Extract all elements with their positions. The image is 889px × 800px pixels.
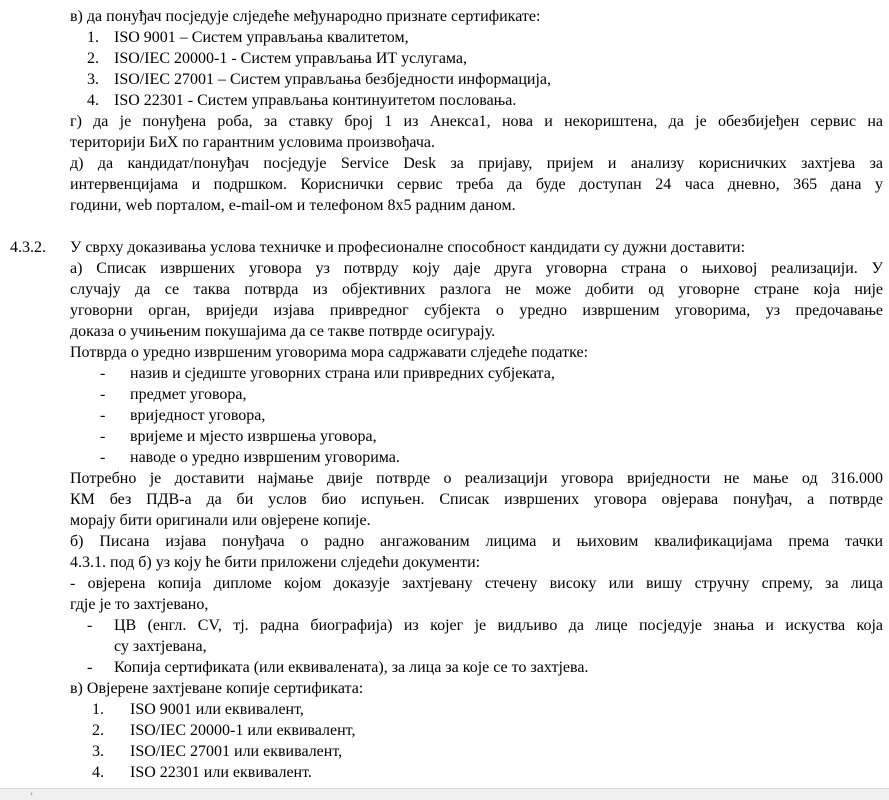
dash-item-3: вриједност уговора, — [130, 407, 266, 424]
cert-item-4-num: 4. — [87, 92, 99, 109]
dash-bullet: - — [100, 449, 106, 466]
sec-b-dash-1-line-1: - овјерена копија дипломе којом доказује захтјевану стечену високу или вишу стручну спрему, за лица — [70, 575, 883, 592]
dash-bullet: - — [87, 659, 93, 676]
cert-item-1-text: ISO 9001 – Систем управљања квалитетом, — [114, 29, 409, 46]
sec-d-line-2: интервенцијама и подршком. Кориснички сервис треба да буде доступан 24 часа дневно, 365 дана у — [70, 176, 883, 193]
v-item-4-num: 4. — [92, 764, 104, 781]
v-item-2-num: 2. — [92, 722, 104, 739]
v-item-4-text: ISO 22301 или еквивалент. — [130, 764, 312, 781]
section-heading: У сврху доказивања услова техничке и професионалне способност кандидати су дужни доставити: — [70, 239, 746, 256]
dash-item-5: наводе о уредно извршеним уговорима. — [130, 449, 400, 466]
sec-a-line-1: а) Списак извршених уговора уз потврду коју даје друга уговорна страна о њиховој реализацији. У — [70, 260, 883, 277]
sec-d-line-3: години, web порталом, e-mail-ом и телефоном 8х5 радним даном. — [70, 197, 516, 214]
v-item-1-text: ISO 9001 или еквивалент, — [130, 701, 304, 718]
sec-b-dash-1-line-2: гдје је то захтјевано, — [70, 596, 209, 613]
sec-b-line-1: б) Писана изјава понуђача о радно ангажованим лицима и њиховим квалификацијама према тачки — [70, 533, 883, 550]
sec-d-line-1: д) да кандидат/понуђач посједује Service Desk за пријаву, пријем и анализу корисничких захтјева за — [70, 155, 883, 172]
cert-item-3-text: ISO/IEC 27001 – Систем управљања безбједности информација, — [114, 71, 551, 88]
dash-item-2: предмет уговора, — [130, 386, 247, 403]
sec-g-line-2: територији БиХ по гарантним условима произвођача. — [70, 134, 435, 151]
v-item-3-num: 3. — [92, 743, 104, 760]
sec-b-dash-2-line-1: ЦВ (енгл. CV, тј. радна биографија) из којег је видљиво да лице посједује знања и искуства која — [114, 617, 883, 634]
sec-b-line-2: 4.3.1. под б) уз коју ће бити приложени слједећи документи: — [70, 554, 481, 571]
requirement-line-2: КМ без ПДВ-а да би услов био испуњен. Списак извршених уговора овјерава понуђач, а потврде — [70, 491, 883, 508]
cert-item-1-num: 1. — [87, 29, 99, 46]
requirement-line-1: Потребно је доставити најмање двије потврде о реализацији уговора вриједности не мање од 316.000 — [70, 470, 883, 487]
sec-v2-intro: в) Овјерене захтјеване копије сертификата: — [70, 680, 364, 697]
v-item-3-text: ISO/IEC 27001 или еквивалент, — [130, 743, 343, 760]
edge-mark-icon: ‚ — [30, 786, 34, 797]
dash-bullet: - — [100, 386, 106, 403]
dash-bullet: - — [100, 407, 106, 424]
requirement-line-3: морају бити оригинали или овјерене копије. — [70, 512, 371, 529]
dash-item-1: назив и сједиште уговорних страна или привредних субјеката, — [130, 365, 555, 382]
sec-a-line-3: уговорни орган, вриједи изјава привредног субјекта о уредно извршеним уговорима, уз предочавање — [70, 302, 883, 319]
potvrda-intro: Потврда о уредно извршеним уговорима мора садржавати слједеће податке: — [70, 344, 589, 361]
cert-item-2-text: ISO/IEC 20000-1 - Систем управљања ИТ услугама, — [114, 50, 468, 67]
dash-bullet: - — [100, 365, 106, 382]
sec-a-line-2: случају да се таква потврда из објективних разлога не може добити од уговорне стране која није — [70, 281, 883, 298]
dash-bullet: - — [87, 617, 93, 634]
cert-item-2-num: 2. — [87, 50, 99, 67]
section-number: 4.3.2. — [10, 239, 46, 256]
window-bottom-edge — [0, 788, 889, 800]
v-item-2-text: ISO/IEC 20000-1 или еквивалент, — [130, 722, 356, 739]
sec-v-intro: в) да понуђач посједује слједеће међународно признате сертификате: — [70, 8, 541, 25]
sec-a-line-4: доказа о учињеним покушајима да се такве потврде осигурају. — [70, 323, 496, 340]
v-item-1-num: 1. — [92, 701, 104, 718]
cert-item-3-num: 3. — [87, 71, 99, 88]
sec-b-dash-3: Копија сертификата (или еквивалената), за лица за које се то захтјева. — [114, 659, 589, 676]
sec-b-dash-2-line-2: су захтјевана, — [114, 638, 207, 655]
dash-bullet: - — [100, 428, 106, 445]
dash-item-4: вријеме и мјесто извршења уговора, — [130, 428, 377, 445]
sec-g-line-1: г) да је понуђена роба, за ставку број 1 из Анекса1, нова и некориштена, да је обезбијеђен сервис на — [70, 113, 883, 130]
cert-item-4-text: ISO 22301 - Систем управљања континуитетом пословања. — [114, 92, 517, 109]
